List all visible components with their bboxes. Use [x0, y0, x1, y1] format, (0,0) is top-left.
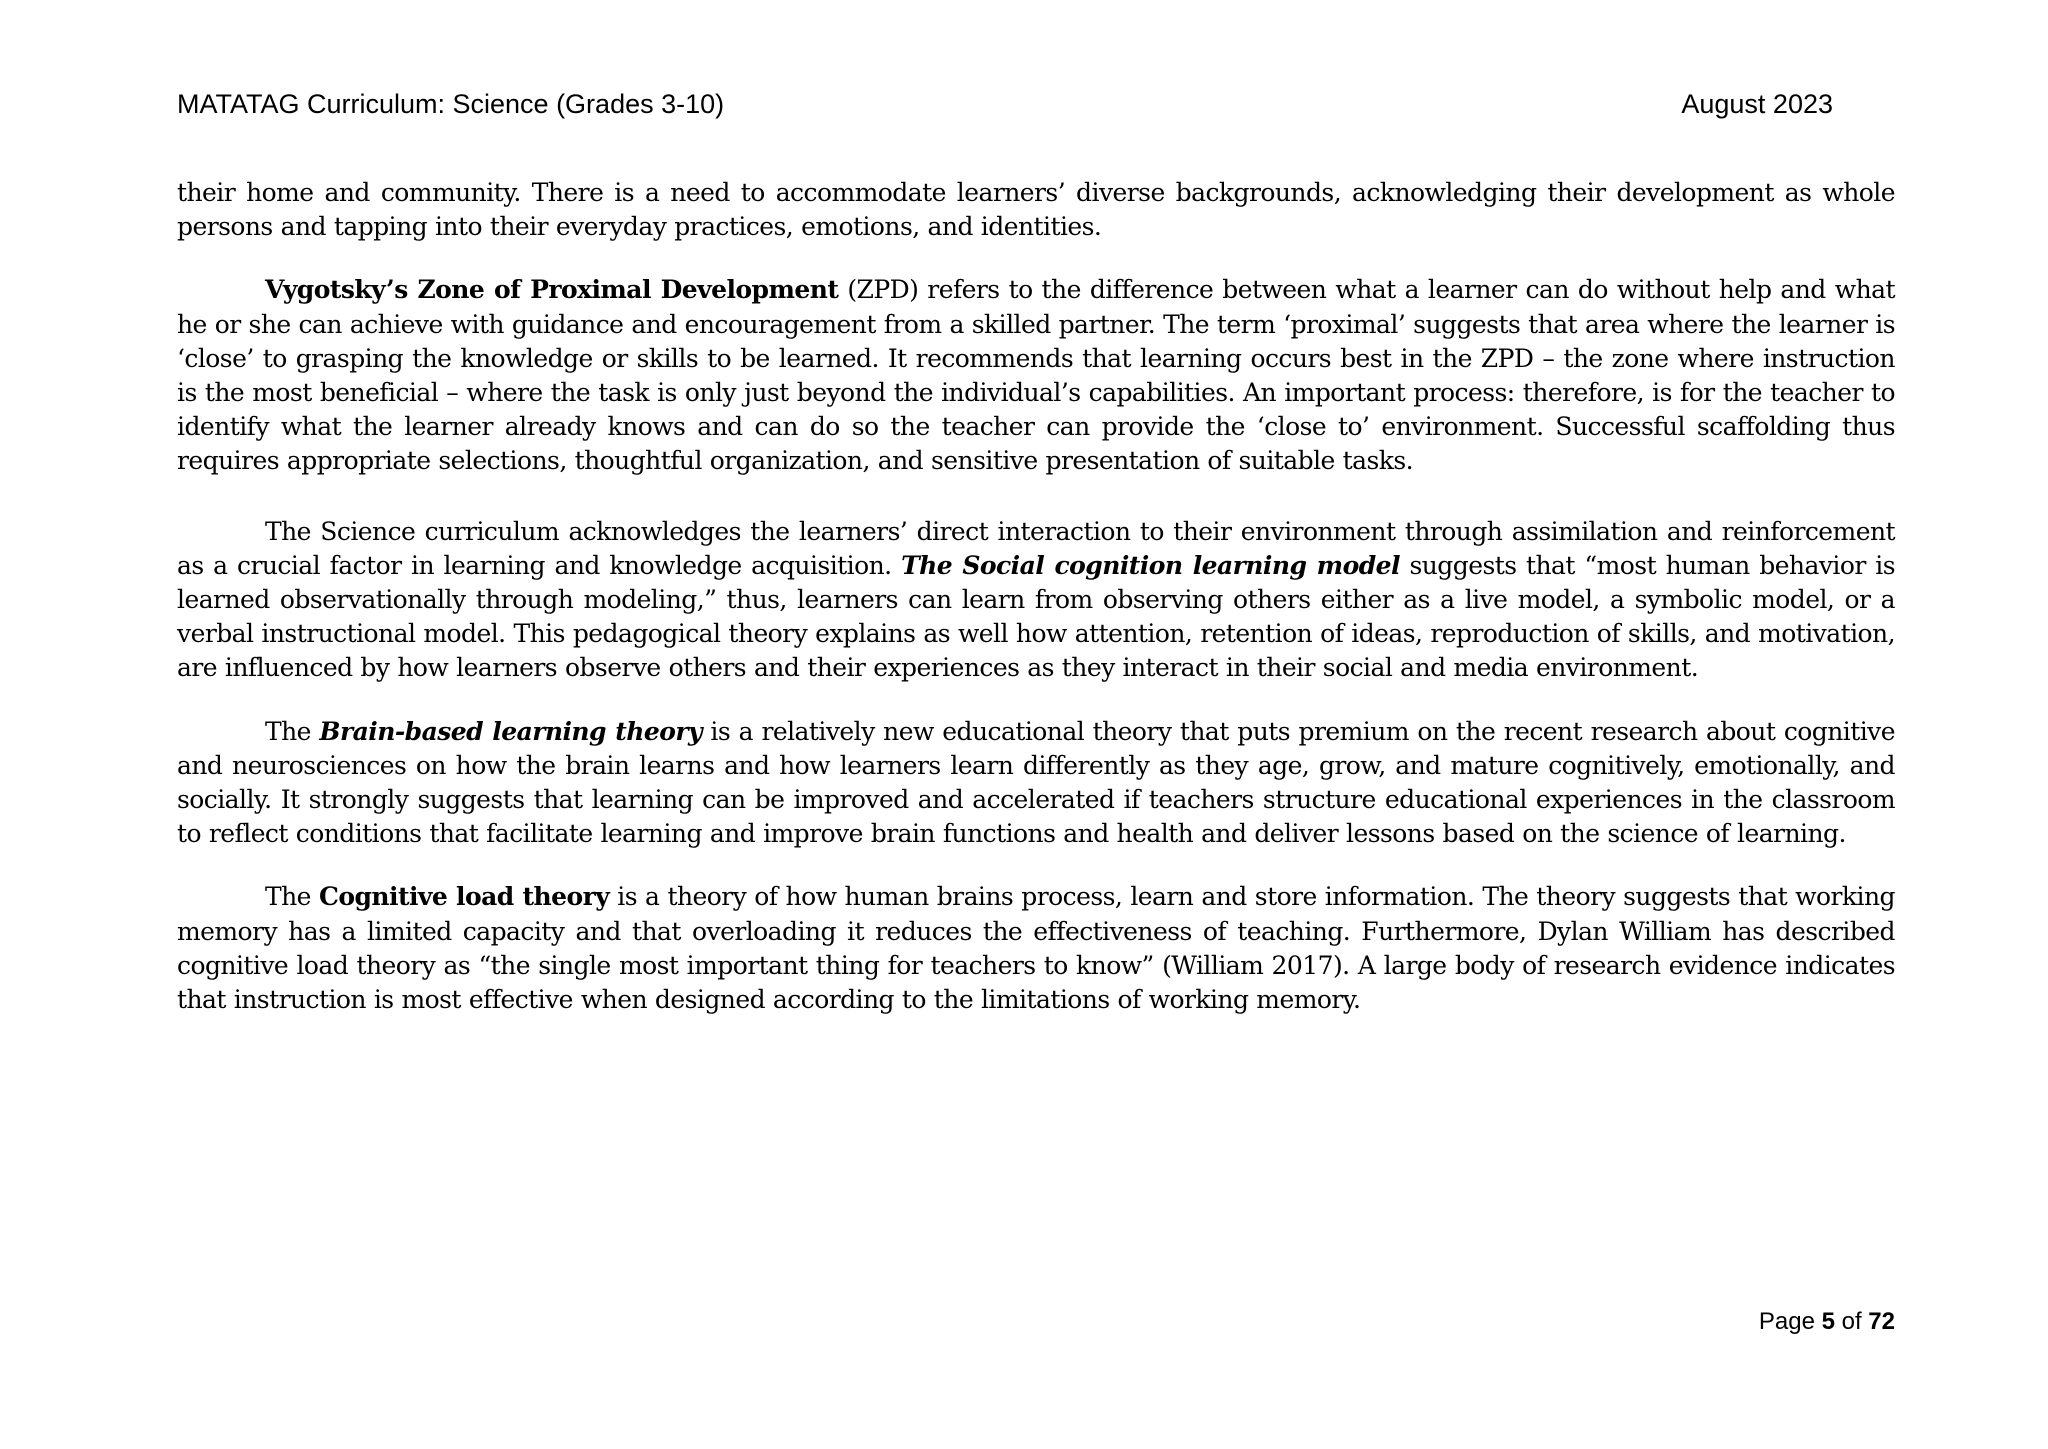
document-body — [177, 176, 1895, 1017]
paragraph-text: is a theory of how human brains process, learn and store information. The theory suggests that working memory has a limited capacity and that overloading it reduces the effectiveness of teaching. Furthermore, Dylan William has described cognitive load theory as “the single most important thing for teachers to know” (William 2017). A large body of research evidence indicates that instruction is most effective when designed according to the limitations of working memory. — [177, 882, 1895, 1015]
term-brain-based: Brain-based learning theory — [319, 716, 702, 746]
paragraph-text: (ZPD) refers to the difference between what a learner can do without help and what he or she can achieve with guidance and encouragement from a skilled partner. The term ‘proximal’ suggests that area where the learner is ‘close’ to grasping the knowledge or skills to be learned. It recommends that learning occurs best in the ZPD – the zone where instruction is the most beneficial – where the task is only just beyond the individual’s capabilities. An important process: therefore, is for the teacher to identify what the learner already knows and can do so the teacher can provide the ‘close to’ environment. Successful scaffolding thus requires appropriate selections, thoughtful organization, and sensitive presentation of suitable tasks. — [177, 275, 1895, 476]
paragraph-text: The — [265, 882, 319, 912]
paragraph-brain-based — [177, 715, 1895, 852]
page-header — [177, 86, 1833, 122]
paragraph-continuation — [177, 176, 1895, 244]
document-title: MATATAG Curriculum: Science (Grades 3-10) — [177, 89, 725, 119]
term-cognitive-load: Cognitive load theory — [318, 882, 610, 912]
term-social-cognition: The Social cognition learning model — [901, 550, 1400, 580]
page-total: 72 — [1868, 1308, 1895, 1335]
term-zpd: Vygotsky’s Zone of Proximal Development — [265, 275, 839, 305]
page-of-label: of — [1834, 1308, 1869, 1335]
paragraph-text: The Science curriculum acknowledges the learners’ direct interaction to their environment through assimilation and reinforcement as a crucial factor in learning and knowledge acquisition. — [177, 516, 1895, 580]
paragraph-zpd — [177, 273, 1895, 478]
page-label: Page — [1758, 1308, 1822, 1335]
paragraph-cognitive-load — [177, 880, 1895, 1017]
document-date: August 2023 — [1681, 89, 1833, 119]
page-number: 5 — [1821, 1308, 1835, 1335]
page-footer — [1759, 1305, 1895, 1339]
paragraph-text: is a relatively new educational theory that puts premium on the recent research about cognitive and neurosciences on how the brain learns and how learners learn differently as they age, grow, and mature cognitively, emotionally, and socially. It strongly suggests that learning can be improved and accelerated if teachers structure educational experiences in the classroom to reflect conditions that facilitate learning and improve brain functions and health and deliver lessons based on the science of learning. — [177, 716, 1895, 849]
paragraph-text: their home and community. There is a need to accommodate learners’ diverse backgrounds, acknowledging their development as whole persons and tapping into their everyday practices, emotions, and identities. — [177, 178, 1895, 242]
paragraph-text: suggests that “most human behavior is learned observationally through modeling,” thus, learners can learn from observing others either as a live model, a symbolic model, or a verbal instructional model. This pedagogical theory explains as well how attention, retention of ideas, reproduction of skills, and motivation, are influenced by how learners observe others and their experiences as they interact in their social and media environment. — [177, 550, 1895, 683]
paragraph-text: The — [265, 716, 320, 746]
paragraph-social-cognition — [177, 515, 1895, 686]
